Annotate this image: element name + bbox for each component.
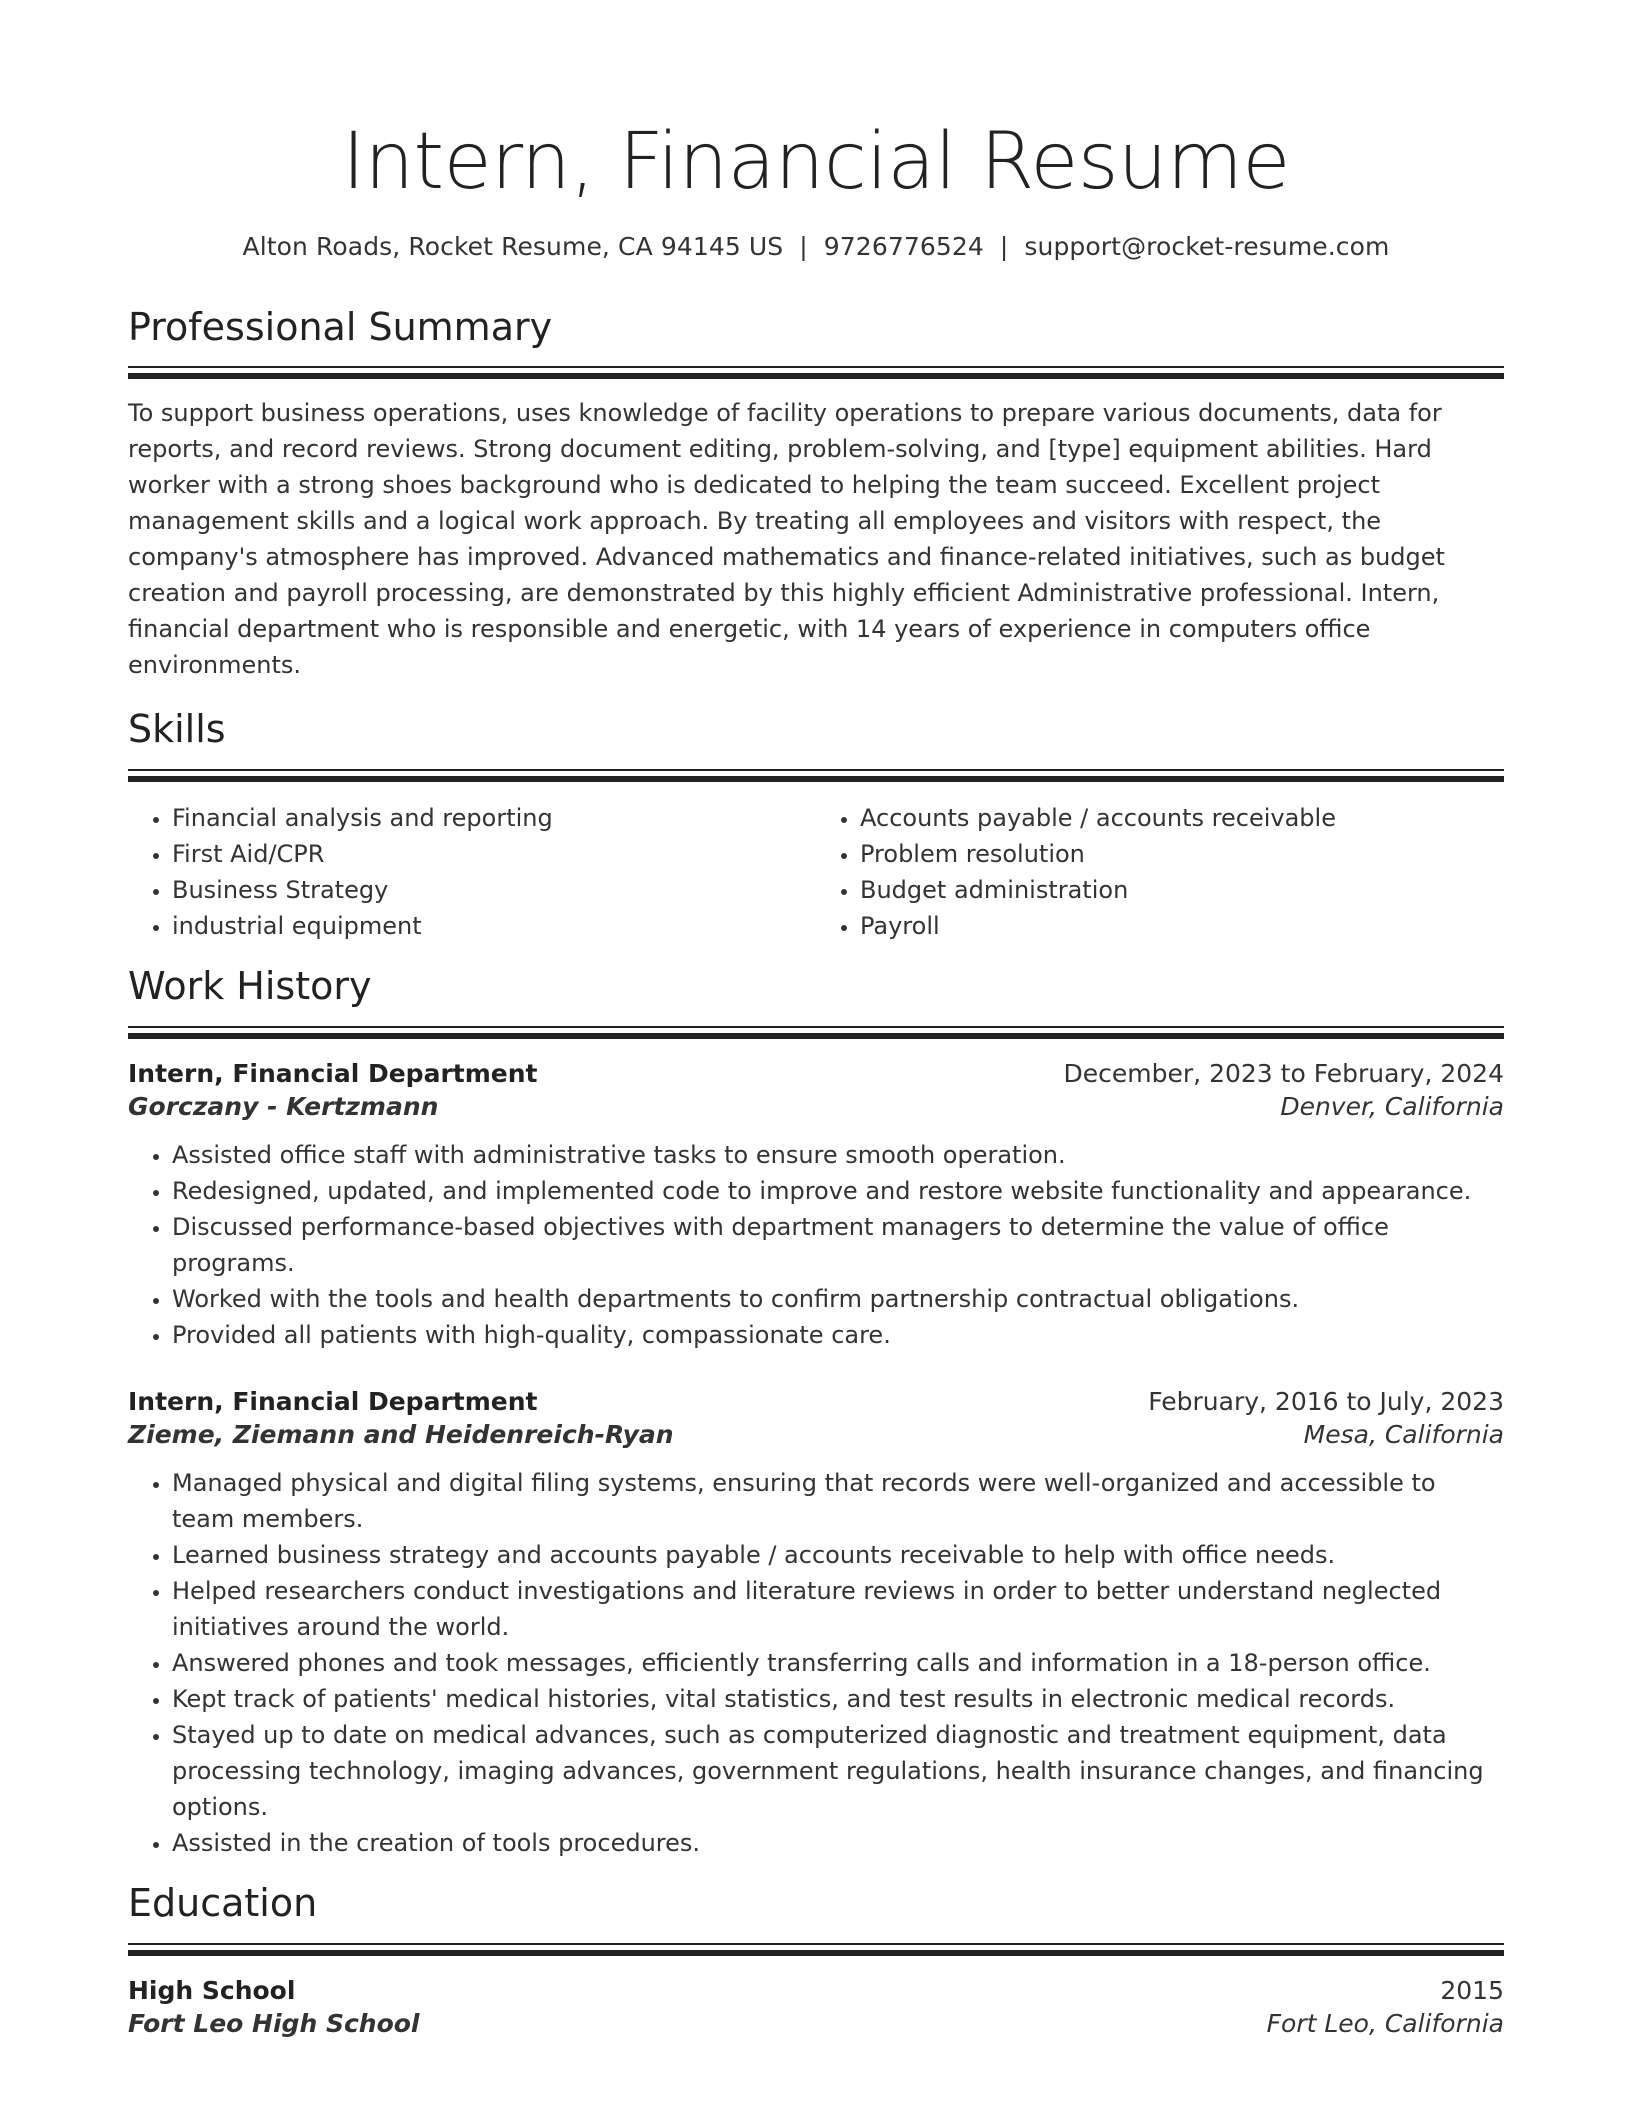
job-location: Mesa, California (1303, 1420, 1504, 1450)
job-dates: February, 2016 to July, 2023 (1148, 1387, 1504, 1417)
job-title: Intern, Financial Department (128, 1387, 538, 1417)
education-entry (128, 1976, 1504, 2038)
skills-list-left (128, 800, 816, 944)
job-dates: December, 2023 to February, 2024 (1063, 1059, 1504, 1089)
contact-address: Alton Roads, Rocket Resume, CA 94145 US (242, 231, 784, 261)
resume-title: Intern, Financial Resume (342, 117, 1290, 207)
skill-item: • Payroll (860, 908, 1504, 944)
skill-item: • Budget administration (860, 872, 1504, 908)
job-entry (128, 1059, 1504, 1353)
skill-item: • Problem resolution (860, 836, 1504, 872)
job-bullet: • Assisted in the creation of tools procedures. (172, 1825, 1504, 1861)
section-divider (128, 769, 1504, 786)
summary-heading: Professional Summary (128, 304, 553, 349)
section-divider (128, 1943, 1504, 1960)
resume-content (128, 118, 1504, 2038)
skill-item: • Financial analysis and reporting (172, 800, 816, 836)
job-bullet: • Answered phones and took messages, efficiently transferring calls and information in a 18-person office. (172, 1645, 1504, 1681)
education-subheader (128, 2009, 1504, 2038)
job-header (128, 1387, 1504, 1416)
education-heading: Education (128, 1881, 318, 1926)
job-bullet: • Helped researchers conduct investigations and literature reviews in order to better understand neglected initiatives around the world. (172, 1573, 1504, 1645)
job-bullet: • Assisted office staff with administrative tasks to ensure smooth operation. (172, 1137, 1504, 1173)
skill-item: • Business Strategy (172, 872, 816, 908)
job-company: Gorczany - Kertzmann (128, 1092, 439, 1122)
job-location: Denver, California (1280, 1092, 1504, 1122)
job-bullet: • Redesigned, updated, and implemented code to improve and restore website functionality and appearance. (172, 1173, 1504, 1209)
contact-separator: | (799, 231, 808, 261)
job-bullet: • Kept track of patients' medical histories, vital statistics, and test results in electronic medical records. (172, 1681, 1504, 1717)
education-year: 2015 (1440, 1975, 1504, 2005)
education-location: Fort Leo, California (1266, 2008, 1504, 2038)
job-subheader (128, 1092, 1504, 1121)
education-degree: High School (128, 1975, 296, 2005)
skill-item: • First Aid/CPR (172, 836, 816, 872)
skills-grid (128, 800, 1504, 944)
job-bullets (128, 1465, 1504, 1861)
skills-heading: Skills (128, 707, 226, 752)
job-bullet: • Managed physical and digital filing systems, ensuring that records were well-organized and accessible to team members. (172, 1465, 1504, 1537)
job-entry (128, 1387, 1504, 1861)
skill-item: • industrial equipment (172, 908, 816, 944)
summary-text: To support business operations, uses knowledge of facility operations to prepare various documents, data for reports, and record reviews. Strong document editing, problem-solving, and [type] equipment abilities. Hard worker with a strong shoes background who is dedicated to helping the team succeed. Excellent project management skills and a logical work approach. By treating all employees and visitors with respect, the company's atmosphere has improved. Advanced mathematics and finance-related initiatives, such as budget creation and payroll processing, are demonstrated by this highly efficient Administrative professional. Intern, financial department who is responsible and energetic, with 14 years of experience in computers office environments. (128, 399, 1445, 680)
section-divider (128, 1026, 1504, 1043)
education-header (128, 1976, 1504, 2005)
skills-list-right (816, 800, 1504, 944)
contact-email: support@rocket-resume.com (1024, 231, 1390, 261)
job-bullet: • Stayed up to date on medical advances, such as computerized diagnostic and treatment equipment, data processing technology, imaging advances, government regulations, health insurance changes, and financing options. (172, 1717, 1504, 1825)
job-bullet: • Learned business strategy and accounts payable / accounts receivable to help with office needs. (172, 1537, 1504, 1573)
contact-line (128, 232, 1504, 261)
skills-section (128, 709, 1504, 944)
skill-item: • Accounts payable / accounts receivable (860, 800, 1504, 836)
work-heading: Work History (128, 964, 372, 1009)
summary-section (128, 304, 1504, 684)
section-divider (128, 366, 1504, 383)
job-bullet: • Discussed performance-based objectives with department managers to determine the value of office programs. (172, 1209, 1504, 1281)
job-company: Zieme, Ziemann and Heidenreich-Ryan (128, 1420, 674, 1450)
job-title: Intern, Financial Department (128, 1059, 538, 1089)
job-header (128, 1059, 1504, 1088)
job-subheader (128, 1420, 1504, 1449)
job-bullet: • Worked with the tools and health departments to confirm partnership contractual obligations. (172, 1281, 1504, 1317)
contact-separator: | (999, 231, 1009, 261)
contact-phone: 9726776524 (823, 231, 984, 261)
education-school: Fort Leo High School (128, 2008, 420, 2038)
work-section (128, 966, 1504, 1861)
job-bullets (128, 1137, 1504, 1353)
education-section (128, 1883, 1504, 2038)
job-bullet: • Provided all patients with high-quality, compassionate care. (172, 1317, 1504, 1353)
